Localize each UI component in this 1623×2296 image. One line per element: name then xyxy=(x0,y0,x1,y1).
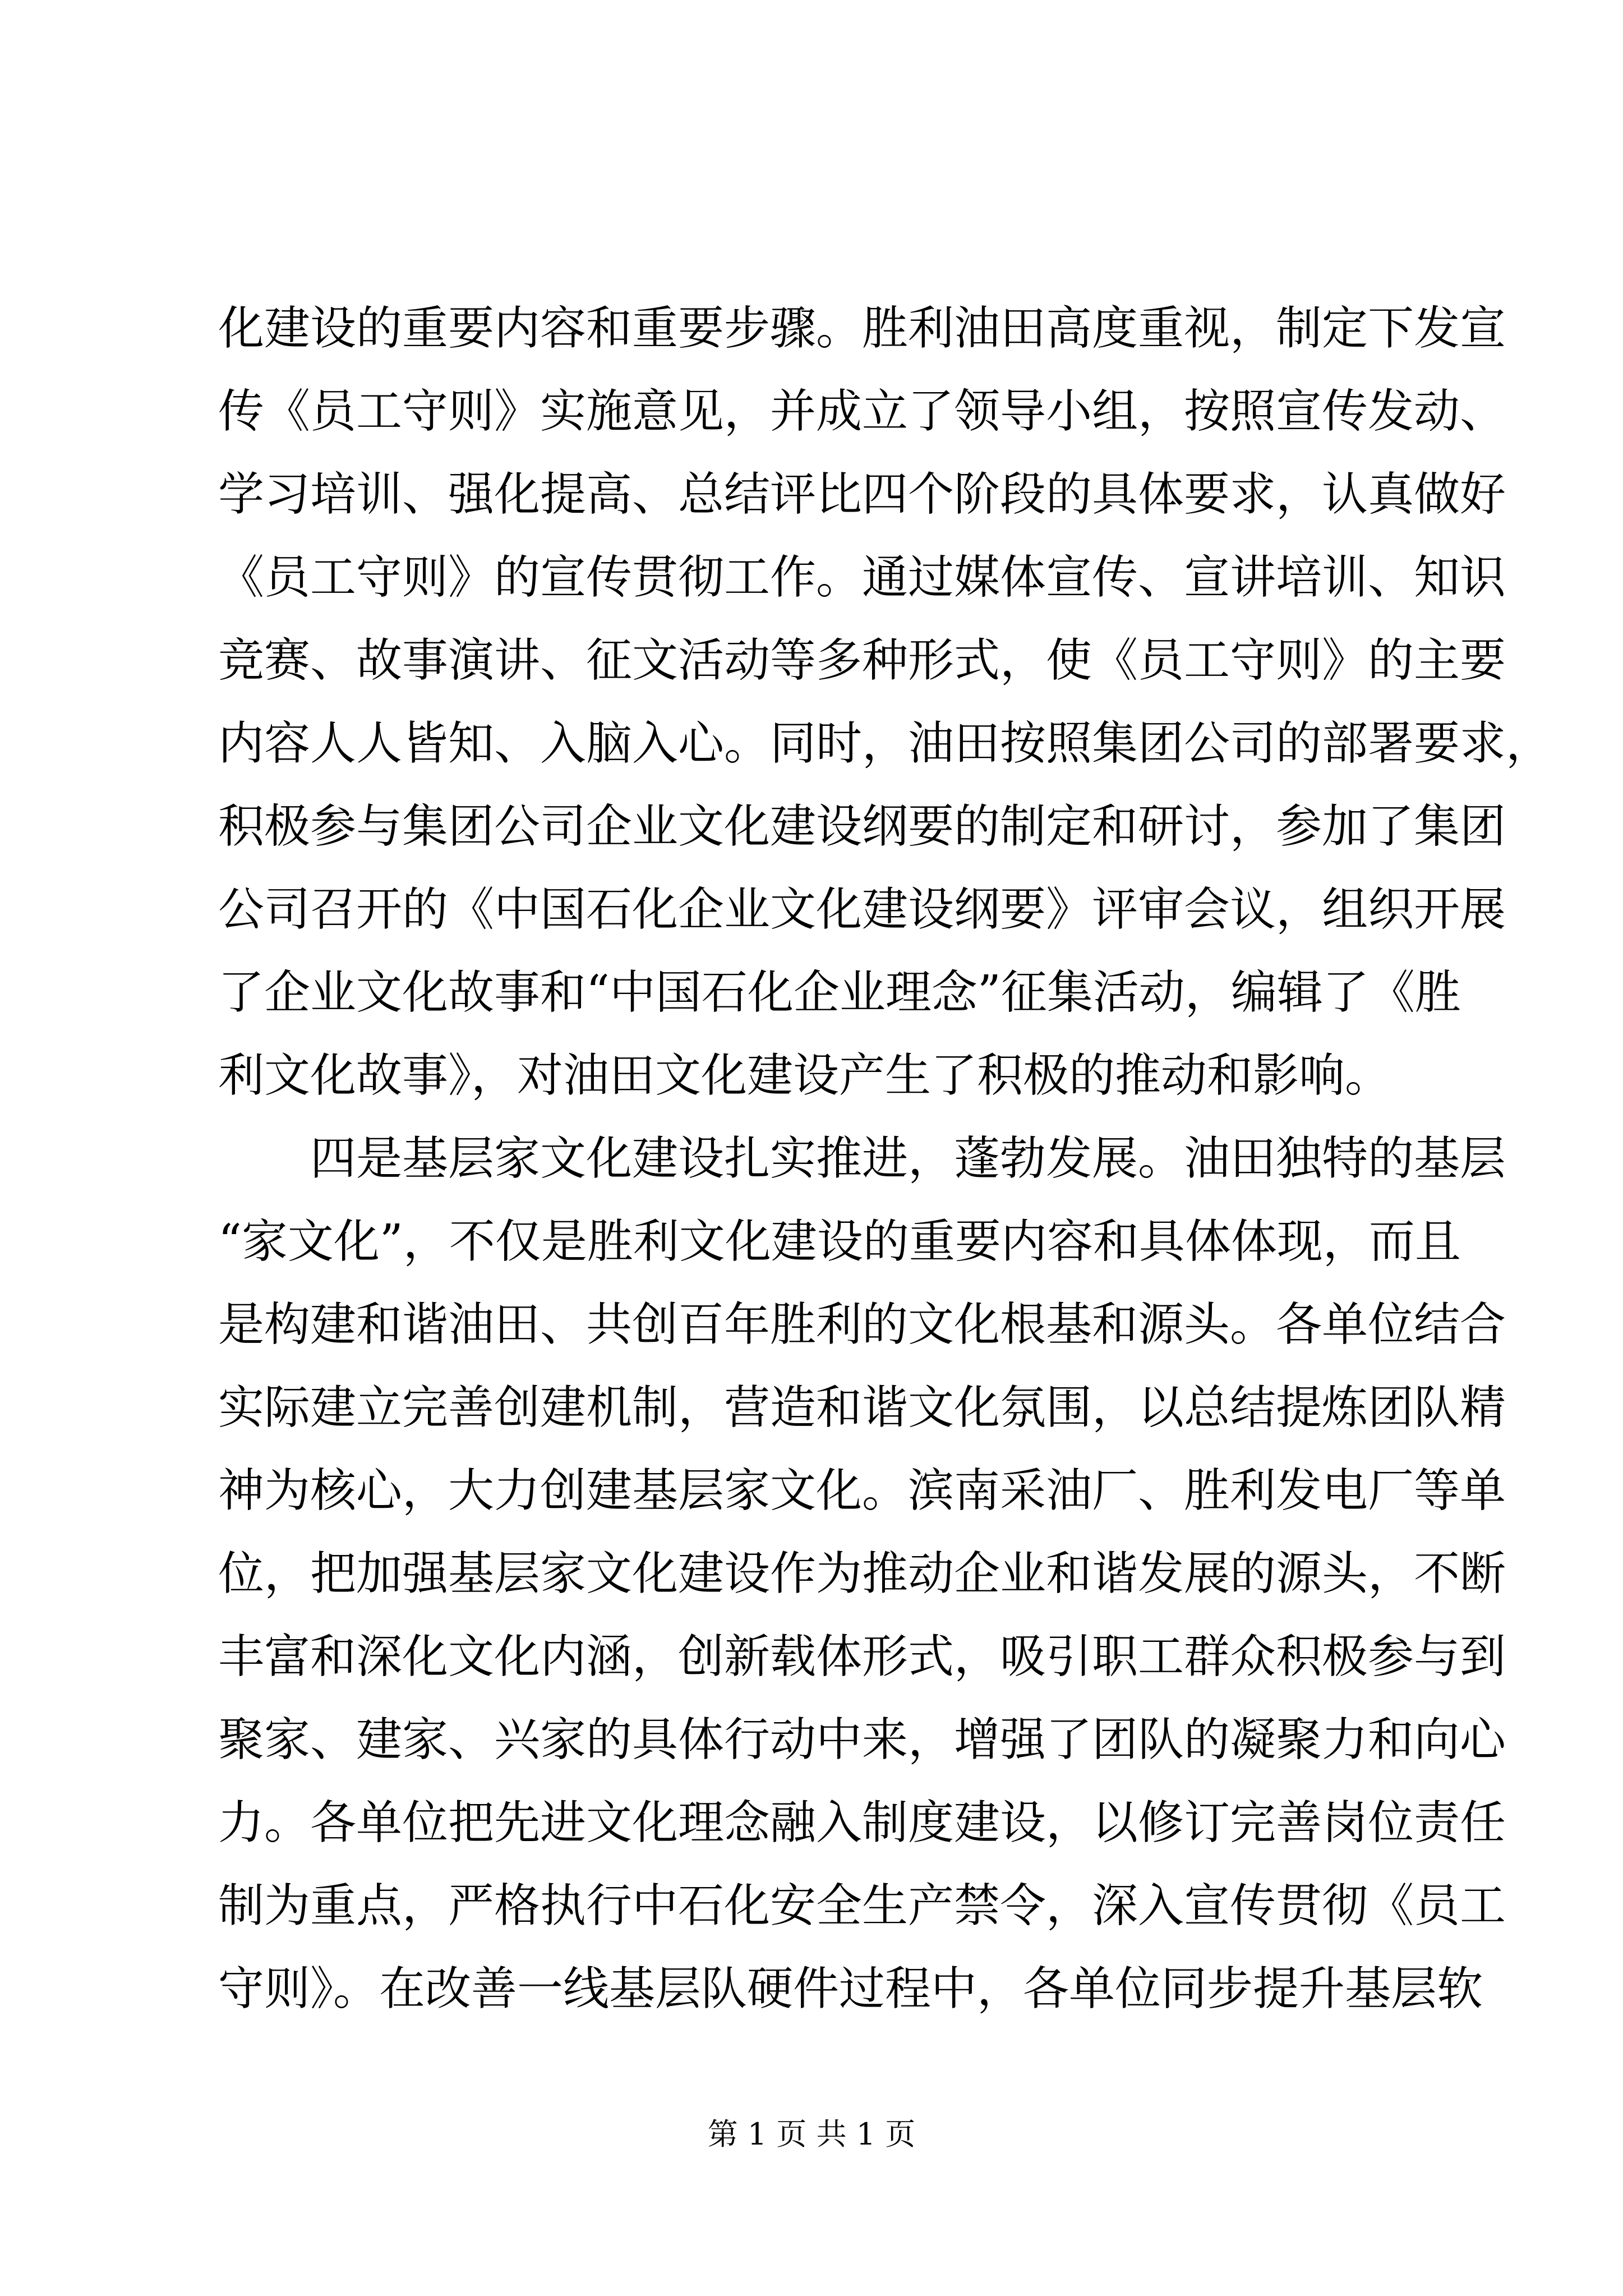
page-number-label: 第 1 页 共 1 页 xyxy=(707,2116,916,2152)
paragraph-start-line: 四是基层家文化建设扎实推进，蓬勃发展。油田独特的基层 xyxy=(310,1132,1506,1185)
text-line: 学习培训、强化提高、总结评比四个阶段的具体要求，认真做好 xyxy=(218,468,1506,521)
text-line: 化建设的重要内容和重要步骤。胜利油田高度重视，制定下发宣 xyxy=(218,302,1506,355)
text-line: 制为重点，严格执行中石化安全生产禁令，深入宣传贯彻《员工 xyxy=(218,1879,1506,1932)
text-line: 位，把加强基层家文化建设作为推动企业和谐发展的源头，不断 xyxy=(218,1547,1506,1600)
text-line: 内容人人皆知、入脑入心。同时，油田按照集团公司的部署要求， xyxy=(218,717,1552,770)
page-footer xyxy=(0,2115,1623,2154)
text-line: 利文化故事》，对油田文化建设产生了积极的推动和影响。 xyxy=(218,1049,1391,1102)
text-line: 传《员工守则》实施意见，并成立了领导小组，按照宣传发动、 xyxy=(218,385,1506,438)
text-line: 积极参与集团公司企业文化建设纲要的制定和研讨，参加了集团 xyxy=(218,800,1506,853)
text-line: 丰富和深化文化内涵，创新载体形式，吸引职工群众积极参与到 xyxy=(218,1630,1506,1683)
text-line: 聚家、建家、兴家的具体行动中来，增强了团队的凝聚力和向心 xyxy=(218,1713,1506,1766)
text-line: “家文化”，不仅是胜利文化建设的重要内容和具体体现，而且 xyxy=(218,1215,1461,1268)
text-line: 《员工守则》的宣传贯彻工作。通过媒体宣传、宣讲培训、知识 xyxy=(218,551,1506,604)
text-line: 公司召开的《中国石化企业文化建设纲要》评审会议，组织开展 xyxy=(218,883,1506,936)
text-line: 了企业文化故事和“中国石化企业理念”征集活动，编辑了《胜 xyxy=(218,966,1461,1019)
text-line: 是构建和谐油田、共创百年胜利的文化根基和源头。各单位结合 xyxy=(218,1298,1506,1351)
text-line: 力。各单位把先进文化理念融入制度建设，以修订完善岗位责任 xyxy=(218,1796,1506,1849)
text-line: 守则》。在改善一线基层队硬件过程中，各单位同步提升基层软 xyxy=(218,1962,1483,2016)
text-line: 神为核心，大力创建基层家文化。滨南采油厂、胜利发电厂等单 xyxy=(218,1464,1506,1517)
text-line: 实际建立完善创建机制，营造和谐文化氛围，以总结提炼团队精 xyxy=(218,1381,1506,1434)
text-line: 竞赛、故事演讲、征文活动等多种形式，使《员工守则》的主要 xyxy=(218,634,1506,687)
